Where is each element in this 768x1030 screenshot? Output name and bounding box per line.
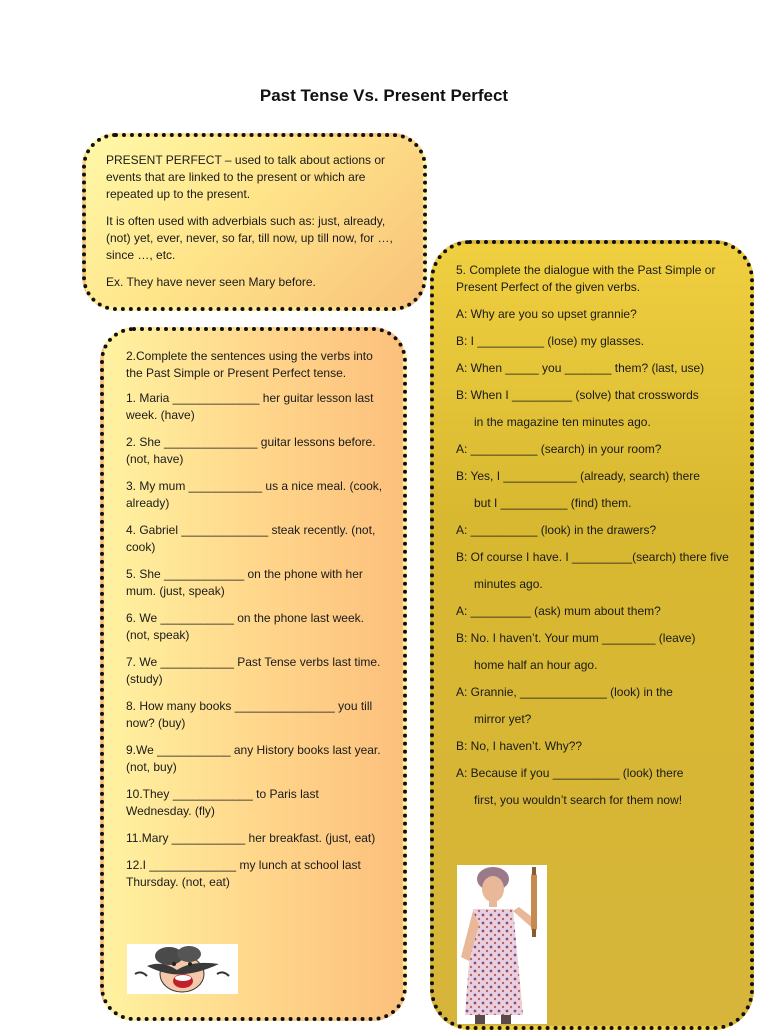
dialogue-line: A: _________ (ask) mum about them?	[456, 604, 661, 618]
dialogue-line: first, you wouldn’t search for them now!	[474, 793, 683, 807]
example-text: Ex. They have never seen Mary before.	[106, 275, 316, 289]
exercise-2-item: 9.We ___________ any History books last year. (not, buy)	[126, 743, 381, 774]
dialogue-line: A: __________ (search) in your room?	[456, 442, 662, 456]
dialogue-line: B: When I _________ (solve) that crosswords	[456, 388, 699, 402]
exercise-2-instruction: 2.Complete the sentences using the verbs into the Past Simple or Present Perfect tense.	[126, 349, 373, 380]
exercise-2-item: 1. Maria _____________ her guitar lesson last week. (have)	[126, 391, 374, 422]
dialogue-line: minutes ago.	[474, 577, 543, 591]
exercise-2-item: 3. My mum ___________ us a nice meal. (cook, already)	[126, 479, 383, 510]
dialogue-line: home half an hour ago.	[474, 658, 598, 672]
dialogue-line: A: When _____ you _______ them? (last, use)	[456, 361, 705, 375]
definition-text: PRESENT PERFECT – used to talk about actions or events that are linked to the present or which are repeated up to the present.	[106, 153, 386, 201]
dialogue-line: B: Yes, I ___________ (already, search) there	[456, 469, 700, 483]
dialogue-line: in the magazine ten minutes ago.	[474, 415, 651, 429]
dialogue-line: B: I __________ (lose) my glasses.	[456, 334, 645, 348]
dialogue-line: B: Of course I have. I _________(search) there five	[456, 550, 729, 564]
exercise-2-item: 10.They ____________ to Paris last Wednesday. (fly)	[126, 787, 319, 818]
exercise-2-item: 5. She ____________ on the phone with her mum. (just, speak)	[126, 567, 363, 598]
exercise-2-box	[100, 327, 407, 1021]
exercise-2-item: 6. We ___________ on the phone last week. (not, speak)	[126, 611, 364, 642]
exercise-5-instruction: 5. Complete the dialogue with the Past Simple or Present Perfect of the given verbs.	[456, 263, 716, 294]
exercise-2-item: 4. Gabriel _____________ steak recently. (not, cook)	[126, 523, 376, 554]
exercise-2-item: 12.I _____________ my lunch at school last Thursday. (not, eat)	[126, 858, 361, 889]
exercise-2-item: 2. She ______________ guitar lessons before. (not, have)	[126, 435, 376, 466]
adverbials-text: It is often used with adverbials such as: just, already, (not) yet, ever, never, so far, till now, up till now, for …, since …, etc.	[106, 214, 393, 262]
dialogue-line: A: Because if you __________ (look) there	[456, 766, 684, 780]
dialogue-line: mirror yet?	[474, 712, 532, 726]
exercise-2-item: 11.Mary ___________ her breakfast. (just, eat)	[126, 831, 376, 845]
dialogue-line: A: Why are you so upset grannie?	[456, 307, 637, 321]
granny-drawing	[457, 865, 547, 1024]
dialogue-line: B: No. I haven’t. Your mum ________ (leave)	[456, 631, 696, 645]
laughing-man-drawing	[127, 944, 238, 994]
exercise-2-item: 8. How many books _______________ you till now? (buy)	[126, 699, 373, 730]
dialogue-line: A: __________ (look) in the drawers?	[456, 523, 657, 537]
exercise-2-item: 7. We ___________ Past Tense verbs last time. (study)	[126, 655, 381, 686]
dialogue-line: B: No, I haven’t. Why??	[456, 739, 583, 753]
dialogue-line: but I __________ (find) them.	[474, 496, 632, 510]
dialogue-line: A: Grannie, _____________ (look) in the	[456, 685, 673, 699]
present-perfect-box	[82, 133, 427, 311]
page-title: Past Tense Vs. Present Perfect	[259, 86, 509, 105]
granny-image	[457, 865, 547, 1024]
laughing-man-image	[127, 944, 238, 994]
